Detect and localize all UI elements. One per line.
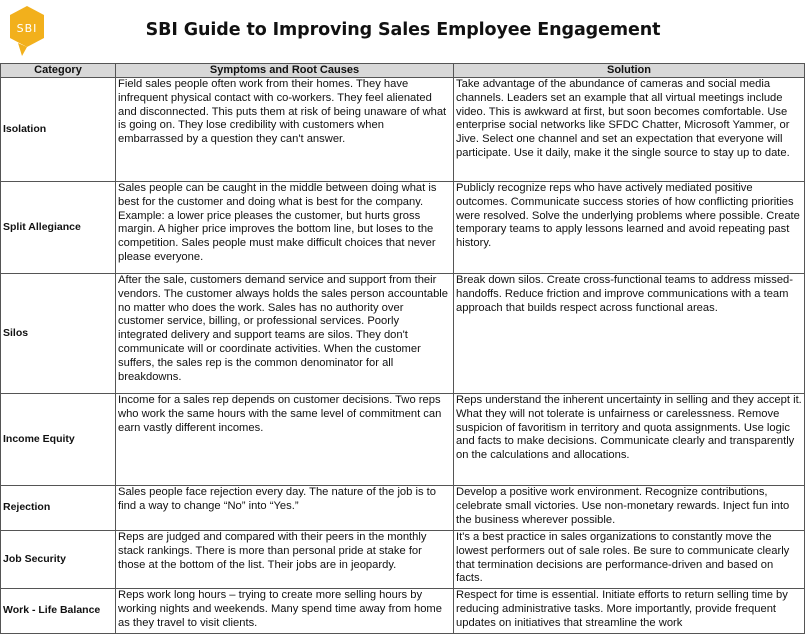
solution-cell: Develop a positive work environment. Recognize contributions, celebrate small victories. Use non-monetary rewards. Inject fun into the business wherever possible. — [454, 486, 805, 531]
category-cell: Rejection — [1, 486, 116, 531]
symptoms-cell: Sales people face rejection every day. The nature of the job is to find a way to change “No” into “Yes.” — [116, 486, 454, 531]
table-row — [1, 394, 805, 486]
symptoms-cell: Reps are judged and compared with their peers in the monthly stack rankings. There is more than personal pride at stake for those at the bottom of the list. Their jobs are in jeopardy. — [116, 531, 454, 589]
symptoms-cell: Field sales people often work from their homes. They have infrequent physical contact with co-workers. They feel alienated and disconnected. This puts them at risk of being unaware of what is going on. They lose credibility with customers when embarrassed by a question they can't answer. — [116, 78, 454, 182]
category-cell: Income Equity — [1, 394, 116, 486]
column-header-solution: Solution — [454, 64, 805, 78]
table-row — [1, 78, 805, 182]
category-cell: Work - Life Balance — [1, 589, 116, 634]
table-row — [1, 274, 805, 394]
solution-cell: Respect for time is essential. Initiate efforts to return selling time by reducing administrative tasks. More importantly, provide frequent updates on initiatives that streamline the work — [454, 589, 805, 634]
table-row — [1, 531, 805, 589]
table-row — [1, 589, 805, 634]
column-header-symptoms: Symptoms and Root Causes — [116, 64, 454, 78]
page-title: SBI Guide to Improving Sales Employee Engagement — [145, 20, 661, 40]
engagement-table — [0, 63, 805, 634]
solution-cell: Publicly recognize reps who have actively mediated positive outcomes. Communicate success stories of how conflicting priorities were resolved. Solve the underlying problems where possible. Create temporary teams to apply lessons learned and avoid repeating past history. — [454, 182, 805, 274]
solution-cell: Take advantage of the abundance of cameras and social media channels. Leaders set an example that all virtual meetings include video. This is awkward at first, but soon becomes comfortable. Use enterprise social networks like SFDC Chatter, Microsoft Yammer, or Jive. Select one channel and set an expectation that everyone will participate. Use it daily, make it the single source to stay up to date. — [454, 78, 805, 182]
symptoms-cell: Income for a sales rep depends on customer decisions. Two reps who work the same hours with the same level of commitment can earn vastly different incomes. — [116, 394, 454, 486]
solution-cell: Break down silos. Create cross-functional teams to address missed-handoffs. Reduce friction and improve communications with a team approach that builds respect across functional areas. — [454, 274, 805, 394]
category-cell: Job Security — [1, 531, 116, 589]
solution-cell: It's a best practice in sales organizations to constantly move the lowest performers out of sale roles. Be sure to communicate clearly that termination decisions are performance-driven and based on facts. — [454, 531, 805, 589]
table-header-row — [1, 64, 805, 78]
category-cell: Silos — [1, 274, 116, 394]
symptoms-cell: Sales people can be caught in the middle between doing what is best for the customer and doing what is best for the company. Example: a lower price pleases the customer, but hurts gross margin. A higher price improves the bottom line, but loses to the competition. Sales people must make difficult choices that never please everyone. — [116, 182, 454, 274]
table-row — [1, 182, 805, 274]
symptoms-cell: Reps work long hours – trying to create more selling hours by working nights and weekends. Many spend time away from home as they travel to visit clients. — [116, 589, 454, 634]
symptoms-cell: After the sale, customers demand service and support from their vendors. The customer always holds the sales person accountable no matter who does the work. Sales has no authority over customer service, billing, or professional services. Poorly integrated delivery and support teams are silos. They don't communicate will or coordinate activities. When the customer suffers, the sales rep is the common denominator for all breakdowns. — [116, 274, 454, 394]
category-cell: Split Allegiance — [1, 182, 116, 274]
solution-cell: Reps understand the inherent uncertainty in selling and they accept it. What they will not tolerate is unfairness or carelessness. Remove suspicion of favoritism in territory and quota assignments. Use logic and facts to make decisions. Communicate clearly and transparently on the calculations and allocations. — [454, 394, 805, 486]
logo-text: SBI — [16, 22, 38, 35]
column-header-category: Category — [1, 64, 116, 78]
category-cell: Isolation — [1, 78, 116, 182]
table-row — [1, 486, 805, 531]
